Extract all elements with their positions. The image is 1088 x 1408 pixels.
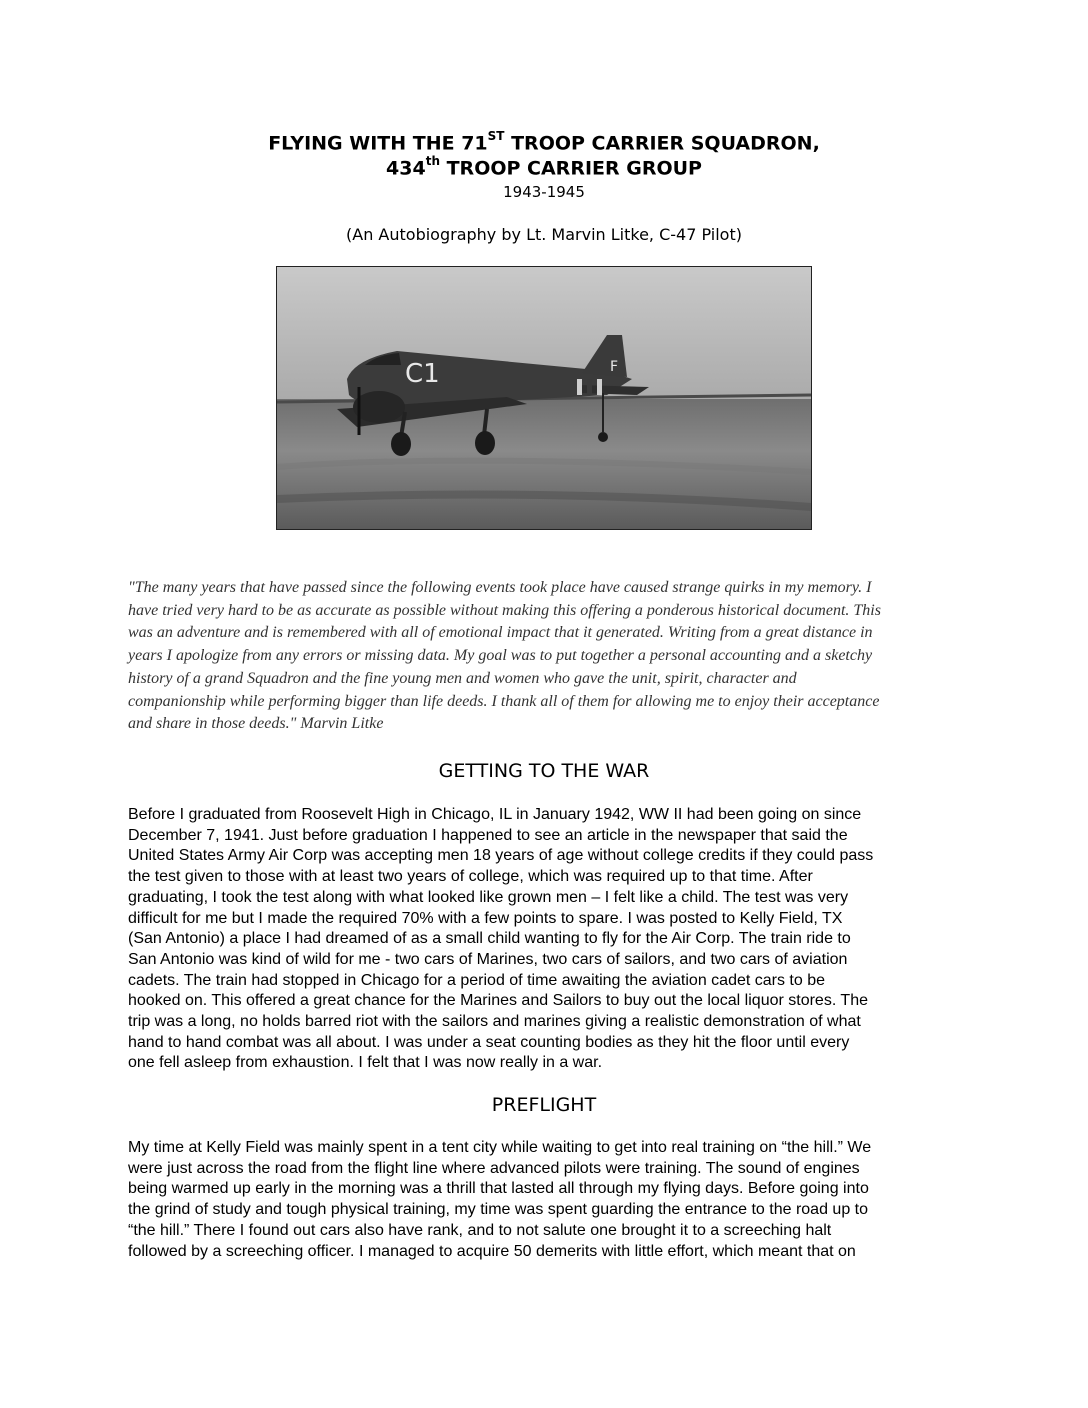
section-heading-preflight: PREFLIGHT — [491, 1094, 597, 1116]
paragraph-line: (San Antonio) a place I had dreamed of as a small child wanting to fly for the Air Corp. The train ride to — [128, 930, 851, 948]
title-line-1-prefix: FLYING WITH THE 71 — [268, 132, 488, 155]
author-quote — [128, 577, 960, 736]
quote-line: years I apologize from any errors or missing data. My goal was to put together a personal accounting and a sketchy — [128, 647, 873, 665]
paragraph-line: were just across the road from the flight line where advanced pilots were training. The sound of engines — [128, 1159, 860, 1177]
paragraph-line: December 7, 1941. Just before graduation I happened to see an article in the newspaper that said the — [128, 826, 848, 844]
title-line-1-superscript: ST — [487, 129, 505, 143]
paragraph-line: United States Army Air Corp was accepting men 18 years of age without college credits if they could pass — [128, 847, 874, 865]
quote-line: was an adventure and is remembered with all of emotional impact that it generated. Writing from a great distance in — [128, 624, 873, 642]
paragraph-line: Before I graduated from Roosevelt High in Chicago, IL in January 1942, WW II had been going on since — [128, 806, 862, 823]
document-title-line-2 — [0, 156, 1088, 179]
title-line-2-suffix: TROOP CARRIER GROUP — [439, 157, 702, 180]
document-years: 1943-1945 — [503, 183, 585, 201]
c47-aircraft-illustration — [277, 267, 811, 529]
quote-line: have tried very hard to be as accurate as possible without making this offering a ponderous historical document. This — [128, 601, 881, 619]
fuselage-marking: C1 — [405, 359, 440, 389]
title-line-2-superscript: th — [425, 154, 440, 168]
quote-line: history of a grand Squadron and the fine young men and women who gave the unit, spirit, character and — [128, 669, 797, 687]
paragraph-line: followed by a screeching officer. I managed to acquire 50 demerits with little effort, which meant that on — [128, 1242, 856, 1260]
tail-marking: F — [610, 359, 619, 375]
paragraph-line: the grind of study and tough physical training, my time was spent guarding the entrance to the road up to — [128, 1201, 869, 1219]
document-byline: (An Autobiography by Lt. Marvin Litke, C-47 Pilot) — [346, 225, 742, 244]
section-body-getting-to-the-war — [128, 805, 968, 1074]
quote-line: companionship while performing bigger than life deeds. I thank all of them for allowing me to enjoy their acceptance — [128, 692, 880, 710]
title-line-2-prefix: 434 — [386, 157, 426, 180]
paragraph-line: “the hill.” There I found out cars also have rank, and to not salute one brought it to a screeching halt — [128, 1221, 832, 1239]
paragraph-line: being warmed up early in the morning was a thrill that lasted all through my flying days. Before going into — [128, 1180, 869, 1198]
section-heading-getting-to-the-war: GETTING TO THE WAR — [438, 760, 650, 782]
paragraph-line: the test given to those with at least two years of college, which was required up to that time. After — [128, 868, 813, 886]
paragraph-line: cadets. The train had stopped in Chicago for a period of time awaiting the aviation cadet cars to be — [128, 971, 826, 989]
quote-line: "The many years that have passed since the following events took place have caused strange quirks in my memory. I — [128, 579, 872, 596]
title-line-1-suffix: TROOP CARRIER SQUADRON, — [504, 132, 820, 155]
paragraph-line: graduating, I took the test along with what looked like grown men – I felt like a child. The test was very — [128, 888, 849, 906]
paragraph-line: My time at Kelly Field was mainly spent in a tent city while waiting to get into real training on “the hill.” We — [128, 1139, 872, 1156]
paragraph-line: trip was a long, no holds barred riot with the sailors and marines giving a realistic demonstration of what — [128, 1013, 861, 1031]
paragraph-line: difficult for me but I made the required 70% with a few points to spare. I was posted to Kelly Field, TX — [128, 909, 843, 927]
paragraph-line: San Antonio was kind of wild for me - two cars of Marines, two cars of sailors, and two cars of aviation — [128, 950, 848, 968]
paragraph-line: one fell asleep from exhaustion. I felt that I was now really in a war. — [128, 1054, 603, 1072]
paragraph-line: hooked on. This offered a great chance for the Marines and Sailors to buy out the local liquor stores. The — [128, 992, 868, 1010]
quote-line: and share in those deeds." Marvin Litke — [128, 715, 384, 733]
paragraph-line: hand to hand combat was all about. I was under a seat counting bodies as they hit the floor until every — [128, 1033, 850, 1051]
section-body-preflight — [128, 1138, 968, 1262]
c47-aircraft-photo — [276, 266, 812, 530]
document-title-line-1 — [0, 131, 1088, 154]
